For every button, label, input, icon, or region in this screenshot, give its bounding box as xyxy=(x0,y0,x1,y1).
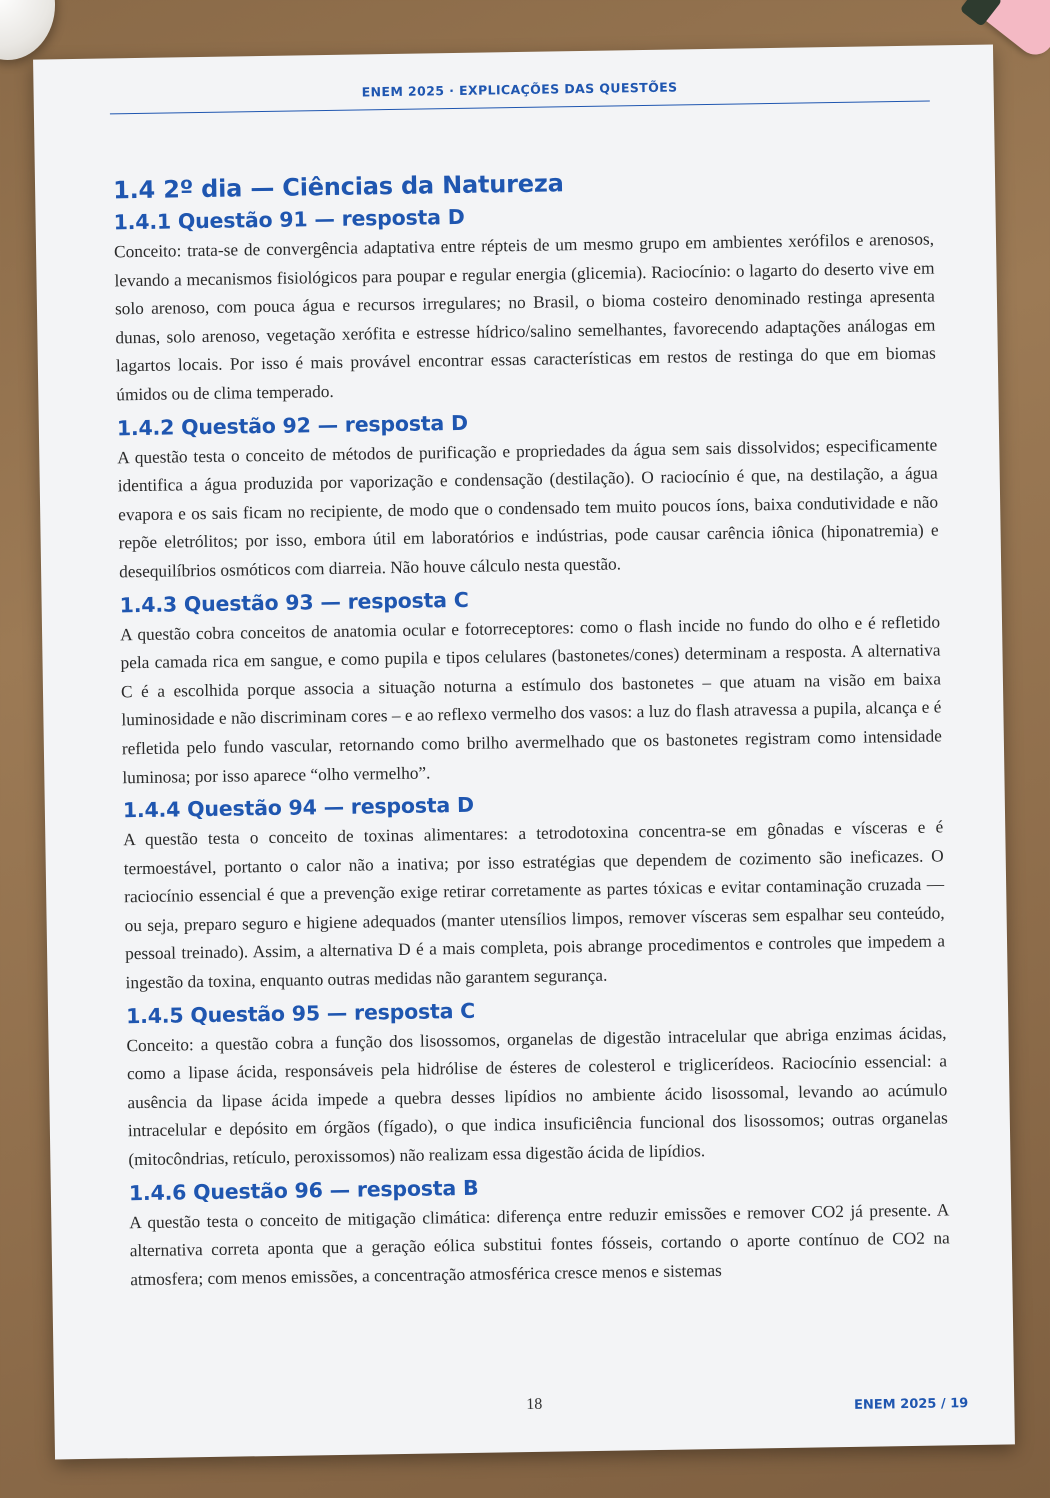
question-block xyxy=(123,786,946,998)
question-explanation: Conceito: a questão cobra a função dos lisossomos, organelas de digestão intracelular que abriga enzimas ácidas, como a lipase ácida, responsáveis pela hidrólise de ésteres de colesterol e triglicerídeos. Raciocínio essencial: a ausência da lipase ácida impede a quebra desses lipídios no ambiente ácido lisossomal, levando ao acúmulo intracelular e depósito em órgãos (fígado), o que indica insuficiência funcional dos lisossomos; outras organelas (mitocôndrias, retículo, peroxissomos) não realizam essa digestão ácida de lipídios. xyxy=(126,1023,948,1170)
header-rule xyxy=(110,101,930,115)
question-heading: 1.4.4 Questão 94 — resposta D xyxy=(122,792,474,823)
question-explanation: A questão testa o conceito de toxinas alimentares: a tetrodotoxina concentra-se em gônadas e vísceras e é termoestável, portanto o calor não a inativa; por isso estratégias que dependem de cozimento são ineficazes. O raciocínio essencial é que a prevenção exige retirar corretamente as partes tóxicas e evitar contaminação cruzada — ou seja, preparo seguro e higiene adequados (manter utensílios limpos, remover vísceras sem espalhar seu conteúdo, pessoal treinado). Assim, a alternativa D é a mais completa, pois abrange procedimentos e controles que impedem a ingestão da toxina, enquanto outras medidas não garantem segurança. xyxy=(123,817,946,993)
question-heading: 1.4.1 Questão 91 — resposta D xyxy=(113,204,465,235)
question-block xyxy=(113,198,936,410)
question-heading: 1.4.5 Questão 95 — resposta C xyxy=(125,998,476,1028)
question-explanation: A questão testa o conceito de mitigação climática: diferença entre reduzir emissões e remover CO2 já presente. A alternativa correta aponta que a geração eólica substitui fontes fósseis, cortando o aporte contínuo de CO2 na atmosfera; com menos emissões, a concentração atmosférica cresce menos e sistemas xyxy=(129,1200,950,1290)
question-block xyxy=(129,1168,951,1295)
question-heading: 1.4.6 Questão 96 — resposta B xyxy=(128,1175,479,1205)
question-heading: 1.4.2 Questão 92 — resposta D xyxy=(116,410,468,440)
question-block xyxy=(117,403,940,587)
question-block xyxy=(119,580,942,792)
question-explanation: Conceito: trata-se de convergência adaptativa entre répteis de um mesmo grupo em ambientes xerófilos e arenosos, levando a mecanismos fisiológicos para poupar e regular energia (glicemia). Raciocínio: o lagarto do deserto vive em solo arenoso, com pouca água e recursos irregulares; no Brasil, o bioma costeiro denominado restinga apresenta dunas, solo arenoso, vegetação xerófita e estresse hídrico/salino semelhantes, favorecendo adaptações análogas em lagartos locais. Por isso é mais provável encontrar essas características em restos de restinga do que em biomas úmidos ou de clima temperado. xyxy=(113,229,936,405)
coffee-cup xyxy=(0,0,55,60)
question-block xyxy=(126,991,949,1175)
question-explanation: A questão testa o conceito de métodos de purificação e propriedades da água sem sais dissolvidos; especificamente identifica a água produzida por vaporização e condensação (destilação). O raciocínio é que, na destilação, a água evapora e os sais ficam no recipiente, de modo que o condensado tem muito poucos íons, baixa condutividade e não repõe eletrólitos; por isso, embora útil em laboratórios e indústrias, pode causar carência iônica (hiponatremia) e desequilíbrios osmóticos com diarreia. Não houve cálculo nesta questão. xyxy=(117,435,939,582)
document-page xyxy=(33,45,1015,1460)
page-content xyxy=(113,164,951,1299)
section-title: 1.4 2º dia — Ciências da Natureza xyxy=(112,169,564,205)
page-number: 18 xyxy=(526,1395,543,1414)
question-heading: 1.4.3 Questão 93 — resposta C xyxy=(119,587,469,617)
question-explanation: A questão cobra conceitos de anatomia ocular e fotorreceptores: como o flash incide no fundo do olho e é refletido pela camada rica em sangue, e como pupila e tipos celulares (bastonetes/cones) determinam a resposta. A alternativa C é a escolhida porque associa a situação noturna a estímulo dos bastonetes – que atuam na visão em baixa luminosidade e não discriminam cores – e ao reflexo vermelho dos vasos: a luz do flash atravessa a pupila, alcança e é refletida pelo fundo vascular, retornando como brilho avermelhado que os bastonetes registram como intensidade luminosa; por isso aparece “olho vermelho”. xyxy=(119,611,942,787)
running-header: ENEM 2025 · EXPLICAÇÕES DAS QUESTÕES xyxy=(361,79,678,100)
footer-tag: ENEM 2025 / 19 xyxy=(853,1396,969,1413)
